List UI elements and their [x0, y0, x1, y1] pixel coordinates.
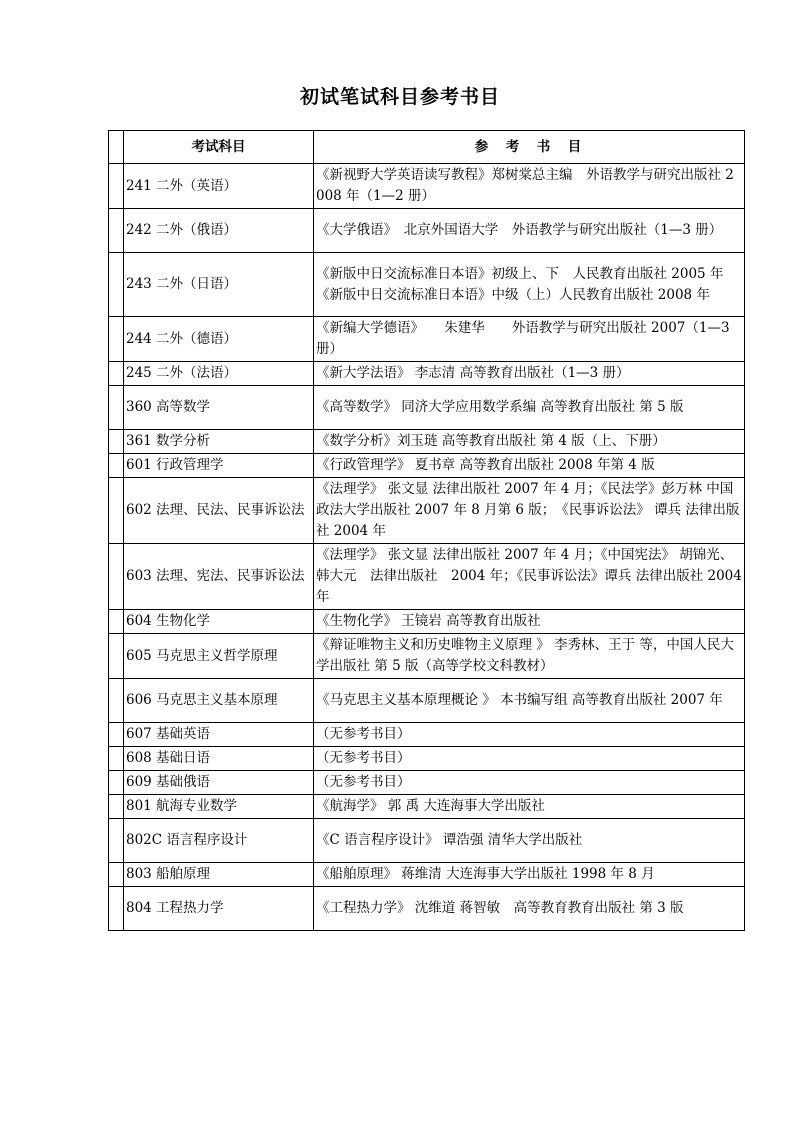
row-blank-cell — [109, 771, 124, 795]
table-row — [109, 634, 745, 679]
header-blank-cell — [109, 131, 124, 164]
table-row — [109, 209, 745, 253]
table-row — [109, 795, 745, 819]
reference-cell: 《生物化学》 王镜岩 高等教育出版社 — [314, 610, 745, 634]
row-blank-cell — [109, 386, 124, 430]
subject-cell: 361 数学分析 — [124, 430, 314, 454]
reference-cell: 《船舶原理》 蒋维清 大连海事大学出版社 1998 年 8 月 — [314, 863, 745, 887]
subject-cell: 604 生物化学 — [124, 610, 314, 634]
reference-cell: 《辩证唯物主义和历史唯物主义原理 》 李秀林、王于 等，中国人民大学出版社 第 5 版（高等学校文科教材） — [314, 634, 745, 679]
row-blank-cell — [109, 863, 124, 887]
table-row — [109, 863, 745, 887]
subject-cell: 244 二外（德语） — [124, 317, 314, 362]
reference-cell: 《高等数学》 同济大学应用数学系编 高等教育出版社 第 5 版 — [314, 386, 745, 430]
subject-cell: 605 马克思主义哲学原理 — [124, 634, 314, 679]
reference-cell: （无参考书目） — [314, 723, 745, 747]
header-reference: 参 考 书 目 — [314, 131, 745, 164]
subject-cell: 243 二外（日语） — [124, 253, 314, 317]
table-row — [109, 478, 745, 544]
row-blank-cell — [109, 478, 124, 544]
table-row — [109, 454, 745, 478]
row-blank-cell — [109, 430, 124, 454]
subject-cell: 803 船舶原理 — [124, 863, 314, 887]
table-row — [109, 819, 745, 863]
reference-cell: 《大学俄语》 北京外国语大学 外语教学与研究出版社（1—3 册） — [314, 209, 745, 253]
row-blank-cell — [109, 164, 124, 209]
subject-cell: 601 行政管理学 — [124, 454, 314, 478]
subject-cell: 607 基础英语 — [124, 723, 314, 747]
table-row — [109, 610, 745, 634]
reference-cell: 《法理学》 张文显 法律出版社 2007 年 4 月；《中国宪法》 胡锦光、韩大元 法律出版社 2004 年；《民事诉讼法》谭兵 法律出版社 2004 年 — [314, 544, 745, 610]
table-row — [109, 386, 745, 430]
subject-cell: 801 航海专业数学 — [124, 795, 314, 819]
row-blank-cell — [109, 317, 124, 362]
table-row — [109, 771, 745, 795]
reference-cell: 《马克思主义基本原理概论 》 本书编写组 高等教育出版社 2007 年 — [314, 679, 745, 723]
table-header-row — [109, 131, 745, 164]
reference-cell: 《数学分析》刘玉琏 高等教育出版社 第 4 版（上、下册） — [314, 430, 745, 454]
row-blank-cell — [109, 723, 124, 747]
table-row — [109, 164, 745, 209]
subject-cell: 242 二外（俄语） — [124, 209, 314, 253]
table-row — [109, 430, 745, 454]
subject-cell: 603 法理、宪法、民事诉讼法 — [124, 544, 314, 610]
table-row — [109, 723, 745, 747]
row-blank-cell — [109, 253, 124, 317]
reference-cell: 《行政管理学》 夏书章 高等教育出版社 2008 年第 4 版 — [314, 454, 745, 478]
subject-cell: 804 工程热力学 — [124, 887, 314, 931]
row-blank-cell — [109, 634, 124, 679]
reference-cell: 《工程热力学》 沈维道 蒋智敏 高等教育教育出版社 第 3 版 — [314, 887, 745, 931]
row-blank-cell — [109, 544, 124, 610]
row-blank-cell — [109, 795, 124, 819]
row-blank-cell — [109, 454, 124, 478]
reference-cell: 《新版中日交流标准日本语》初级上、下 人民教育出版社 2005 年 《新版中日交流标准日本语》中级（上）人民教育出版社 2008 年 — [314, 253, 745, 317]
reference-cell: 《新大学法语》 李志清 高等教育出版社（1—3 册） — [314, 362, 745, 386]
row-blank-cell — [109, 679, 124, 723]
row-blank-cell — [109, 747, 124, 771]
subject-cell: 609 基础俄语 — [124, 771, 314, 795]
subject-cell: 245 二外（法语） — [124, 362, 314, 386]
header-subject: 考试科目 — [124, 131, 314, 164]
subject-cell: 802C 语言程序设计 — [124, 819, 314, 863]
reference-cell: 《C 语言程序设计》 谭浩强 清华大学出版社 — [314, 819, 745, 863]
reference-cell: 《航海学》 郭 禹 大连海事大学出版社 — [314, 795, 745, 819]
subject-cell: 608 基础日语 — [124, 747, 314, 771]
row-blank-cell — [109, 819, 124, 863]
table-row — [109, 747, 745, 771]
table-row — [109, 362, 745, 386]
reference-cell: 《法理学》 张文显 法律出版社 2007 年 4 月；《民法学》彭万林 中国政法大学出版社 2007 年 8 月第 6 版； 《民事诉讼法》 谭兵 法律出版社 2004 年 — [314, 478, 745, 544]
reference-cell: 《新视野大学英语读写教程》郑树棠总主编 外语教学与研究出版社 2008 年（1—2 册） — [314, 164, 745, 209]
row-blank-cell — [109, 887, 124, 931]
row-blank-cell — [109, 209, 124, 253]
row-blank-cell — [109, 362, 124, 386]
table-row — [109, 679, 745, 723]
subject-cell: 606 马克思主义基本原理 — [124, 679, 314, 723]
reference-book-table — [108, 130, 745, 931]
table-row — [109, 544, 745, 610]
reference-cell: （无参考书目） — [314, 771, 745, 795]
reference-cell: 《新编大学德语》 朱建华 外语教学与研究出版社 2007（1—3 册） — [314, 317, 745, 362]
table-row — [109, 317, 745, 362]
table-row — [109, 887, 745, 931]
page-title: 初试笔试科目参考书目 — [299, 86, 500, 108]
subject-cell: 602 法理、民法、民事诉讼法 — [124, 478, 314, 544]
subject-cell: 241 二外（英语） — [124, 164, 314, 209]
row-blank-cell — [109, 610, 124, 634]
subject-cell: 360 高等数学 — [124, 386, 314, 430]
table-row — [109, 253, 745, 317]
reference-cell: （无参考书目） — [314, 747, 745, 771]
